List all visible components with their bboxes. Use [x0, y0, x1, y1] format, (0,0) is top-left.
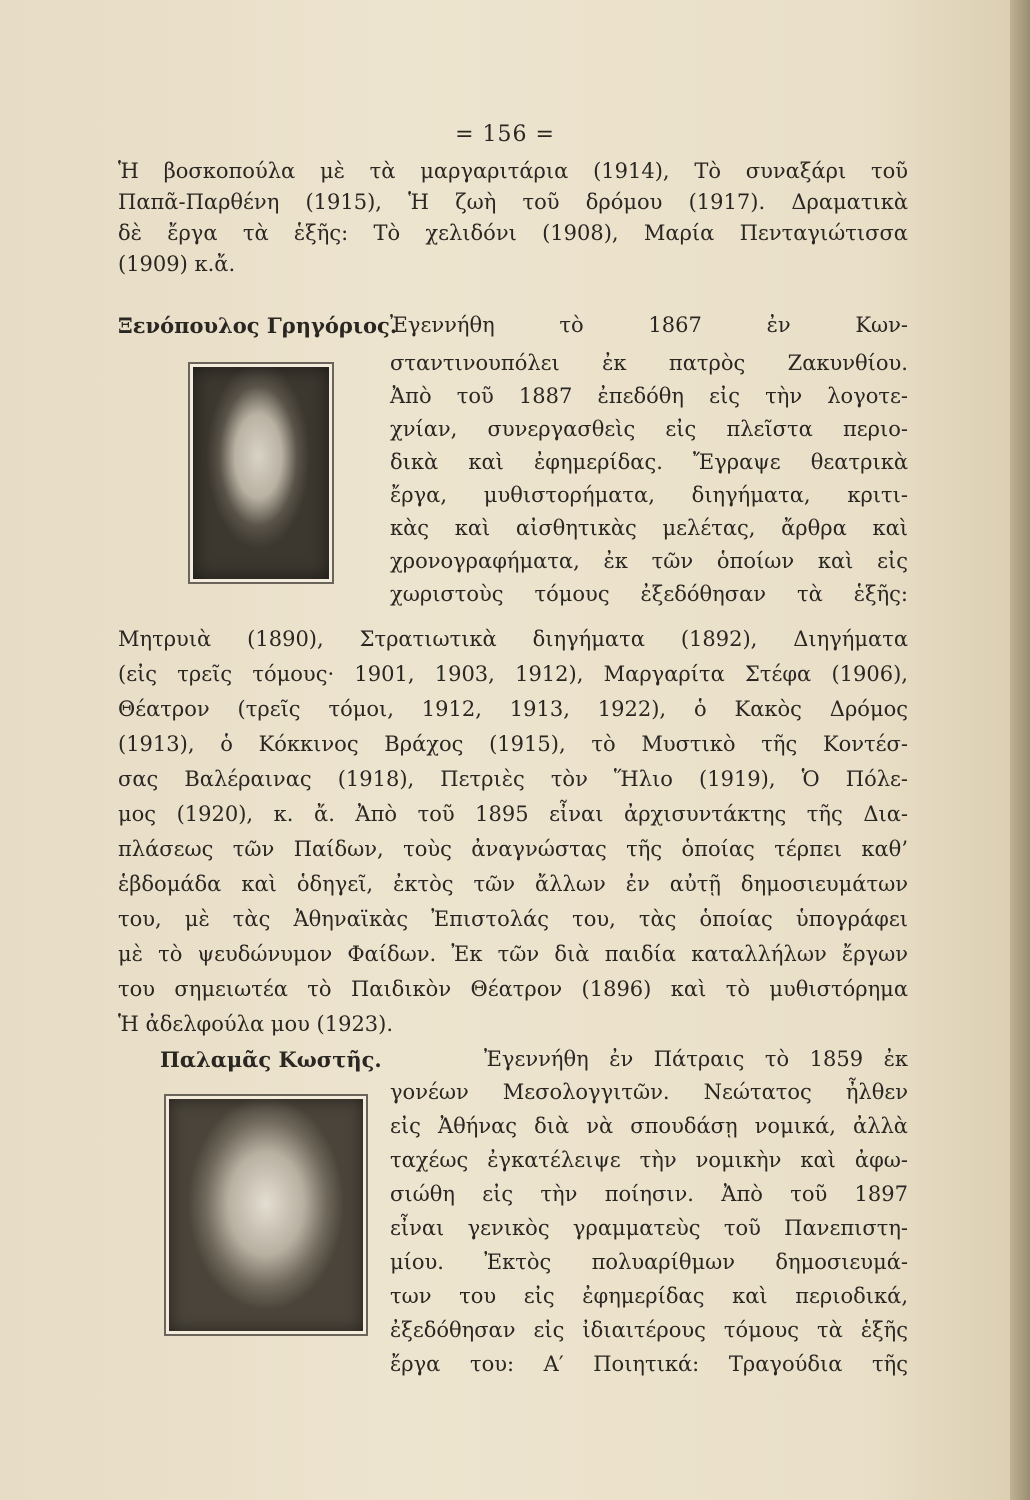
text-line: κὰς καὶ αἰσθητικὰς μελέτας, ἄρθρα καὶ	[390, 516, 908, 540]
text-line: ταχέως ἐγκατέλειψε τὴν νομικὴν καὶ ἀφω-	[390, 1148, 908, 1172]
text-line: Ἡ βοσκοπούλα μὲ τὰ μαργαριτάρια (1914), Τὸ συναξάρι τοῦ	[118, 159, 908, 183]
text-line: του σημειωτέα τὸ Παιδικὸν Θέατρον (1896) καὶ τὸ μυθιστόρημα	[118, 977, 908, 1001]
text-line: εἰς Ἀθήνας διὰ νὰ σπουδάσῃ νομικά, ἀλλὰ	[390, 1114, 908, 1138]
text-line: δικὰ καὶ ἐφημερίδας. Ἔγραψε θεατρικὰ	[390, 450, 908, 474]
text-line: μὲ τὸ ψευδώνυμον Φαίδων. Ἐκ τῶν διὰ παιδία καταλλήλων ἔργων	[118, 942, 908, 966]
text-line: Θέατρον (τρεῖς τόμοι, 1912, 1913, 1922), ὁ Κακὸς Δρόμος	[118, 697, 908, 721]
text-line: σιώθη εἰς τὴν ποίησιν. Ἀπὸ τοῦ 1897	[390, 1182, 908, 1206]
text-line: μος (1920), κ. ἄ. Ἀπὸ τοῦ 1895 εἶναι ἀρχισυντάκτης τῆς Δια-	[118, 802, 908, 826]
text-line: Ἀπὸ τοῦ 1887 ἐπεδόθη εἰς τὴν λογοτε-	[390, 384, 908, 408]
portrait-image	[169, 1099, 363, 1331]
portrait-photo-palamas	[164, 1094, 368, 1336]
entry-heading-xenopoulos: Ξενόπουλος Γρηγόριος.	[118, 313, 398, 338]
entry-heading-palamas: Παλαμᾶς Κωστῆς.	[160, 1047, 382, 1072]
portrait-image	[193, 367, 329, 579]
text-line: εἶναι γενικὸς γραμματεὺς τοῦ Πανεπιστη-	[390, 1216, 908, 1240]
text-line: ἔργα του: Α′ Ποιητικά: Τραγούδια τῆς	[390, 1352, 908, 1376]
text-line: πλάσεως τῶν Παίδων, τοὺς ἀναγνώστας τῆς ὁποίας τέρπει καθ’	[118, 837, 908, 861]
text-line: ἑβδομάδα καὶ ὁδηγεῖ, ἐκτὸς τῶν ἄλλων ἐν αὐτῇ δημοσιευμάτων	[118, 872, 908, 896]
text-line: Μητρυιὰ (1890), Στρατιωτικὰ διηγήματα (1892), Διηγήματα	[118, 627, 908, 651]
text-line: (1913), ὁ Κόκκινος Βράχος (1915), τὸ Μυστικὸ τῆς Κοντέσ-	[118, 732, 908, 756]
text-line: χωριστοὺς τόμους ἐξεδόθησαν τὰ ἑξῆς:	[390, 582, 908, 606]
text-line: σταντινουπόλει ἐκ πατρὸς Ζακυνθίου.	[390, 351, 908, 375]
text-line: του, μὲ τὰς Ἀθηναϊκὰς Ἐπιστολάς του, τὰς ὁποίας ὑπογράφει	[118, 907, 908, 931]
text-line: Ἐγεννήθη ἐν Πάτραις τὸ 1859 ἐκ	[484, 1047, 908, 1071]
text-line: των του εἰς ἐφημερίδας καὶ περιοδικά,	[390, 1284, 908, 1308]
text-line: σας Βαλέραινας (1918), Πετριὲς τὸν Ἥλιο (1919), Ὁ Πόλε-	[118, 767, 908, 791]
text-line: Παπᾶ-Παρθένη (1915), Ἡ ζωὴ τοῦ δρόμου (1917). Δραματικὰ	[118, 190, 908, 214]
text-line: χρονογραφήματα, ἐκ τῶν ὁποίων καὶ εἰς	[390, 549, 908, 573]
text-line: Ἡ ἀδελφούλα μου (1923).	[118, 1012, 394, 1036]
text-line: (1909) κ.ἄ.	[118, 252, 236, 276]
text-line: δὲ ἔργα τὰ ἑξῆς: Τὸ χελιδόνι (1908), Μαρία Πενταγιώτισσα	[118, 221, 908, 245]
book-spine-edge	[1010, 0, 1030, 1500]
page-number: = 156 =	[455, 122, 555, 147]
text-line: χνίαν, συνεργασθεὶς εἰς πλεῖστα περιο-	[390, 417, 908, 441]
portrait-photo-xenopoulos	[188, 362, 334, 584]
text-line: (εἰς τρεῖς τόμους· 1901, 1903, 1912), Μαργαρίτα Στέφα (1906),	[118, 662, 908, 686]
text-line: γονέων Μεσολογγιτῶν. Νεώτατος ἦλθεν	[390, 1080, 908, 1104]
text-line: μίου. Ἐκτὸς πολυαρίθμων δημοσιευμά-	[390, 1250, 908, 1274]
text-line: ἐξεδόθησαν εἰς ἰδιαιτέρους τόμους τὰ ἑξῆς	[390, 1318, 908, 1342]
text-line: Ἐγεννήθη τὸ 1867 ἐν Κων-	[390, 313, 908, 337]
text-line: ἔργα, μυθιστορήματα, διηγήματα, κριτι-	[390, 483, 908, 507]
